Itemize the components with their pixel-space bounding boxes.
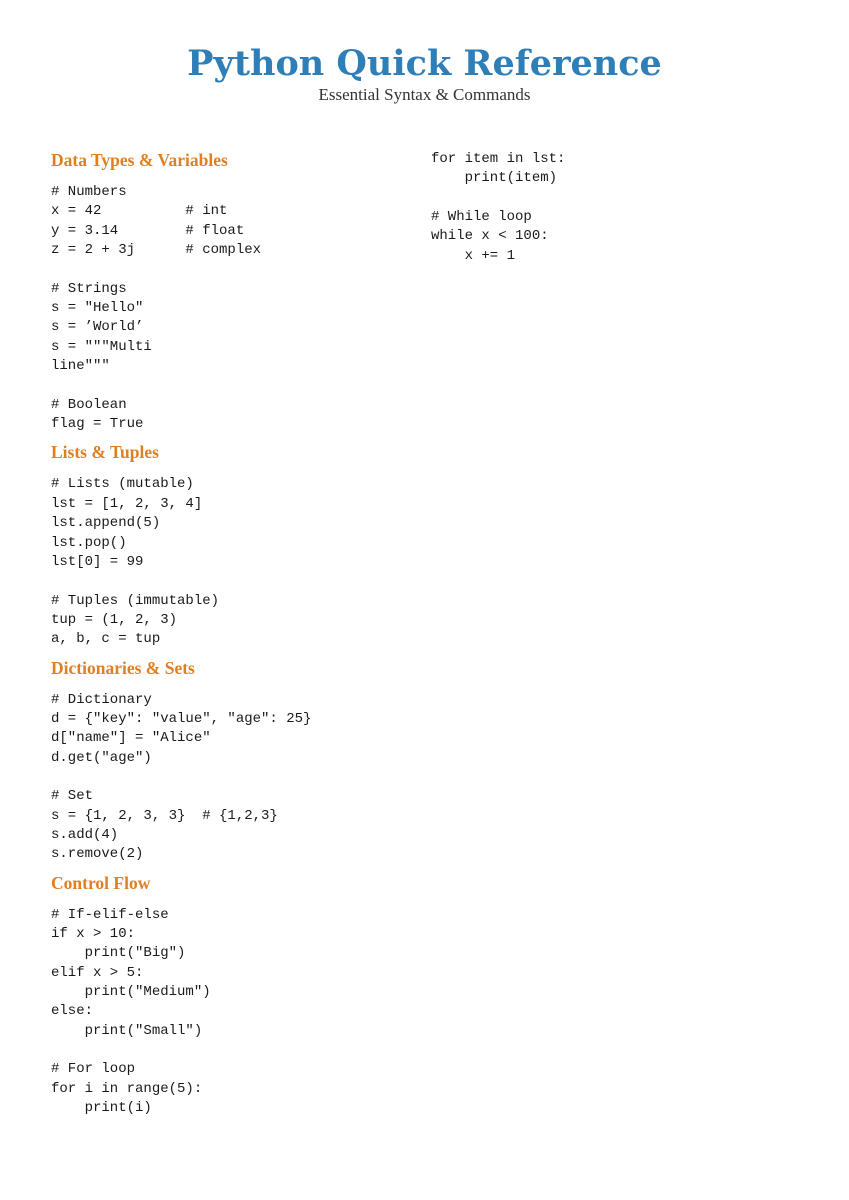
section-title-data-types: Data Types & Variables [51, 150, 228, 170]
left-column [51, 148, 421, 1124]
page-title: Python Quick Reference [187, 43, 662, 84]
section-control-flow [51, 871, 421, 1119]
section-title-lists-tuples: Lists & Tuples [51, 442, 159, 463]
code-block-dictionaries-sets: # Dictionary d = {"key": "value", "age": 25} d["name"] = "Alice" d.get("age") # Set s = {1, 2, 3, 3} # {1,2,3} s.add(4) s.remove(2) [51, 691, 312, 863]
section-data-types [51, 148, 421, 434]
page-subtitle: Essential Syntax & Commands [318, 85, 531, 104]
right-column [431, 148, 811, 266]
section-title-dictionaries-sets: Dictionaries & Sets [51, 657, 195, 678]
section-lists-tuples [51, 440, 421, 649]
code-block-control-flow: # If-elif-else if x > 10: print("Big") elif x > 5: print("Medium") else: print("Small") # For loop for i in range(5): print(i) [51, 906, 211, 1117]
code-block-control-flow-continued: for item in lst: print(item) # While loop while x < 100: x += 1 [431, 151, 566, 264]
code-block-data-types: # Numbers x = 42 # int y = 3.14 # float z = 2 + 3j # complex # Strings s = "Hello" s = ’World’ s = """Multi line""" # Boolean flag = True [51, 184, 262, 433]
page-header [0, 40, 849, 105]
code-block-lists-tuples: # Lists (mutable) lst = [1, 2, 3, 4] lst.append(5) lst.pop() lst[0] = 99 # Tuples (immutable) tup = (1, 2, 3) a, b, c = tup [51, 476, 220, 648]
section-title-control-flow: Control Flow [51, 872, 151, 893]
section-dictionaries-sets [51, 656, 421, 865]
